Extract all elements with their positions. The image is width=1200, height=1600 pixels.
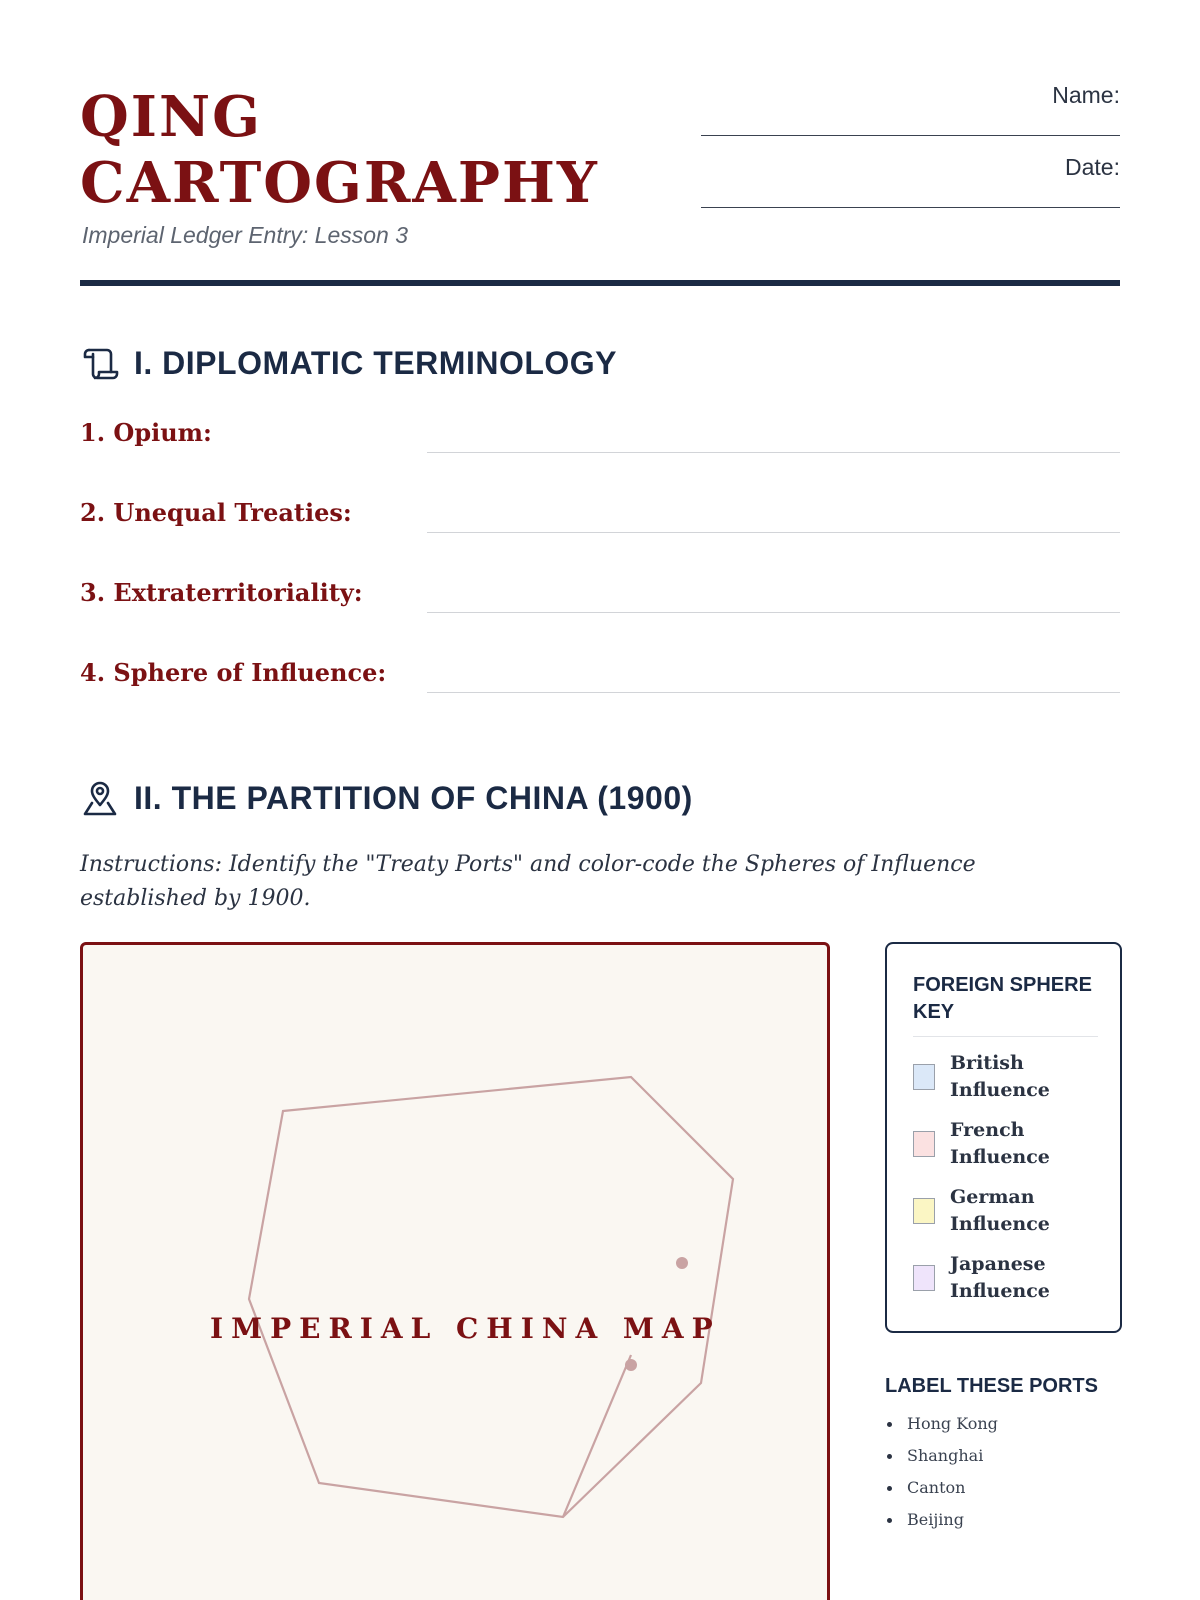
port-name: Canton bbox=[907, 1478, 966, 1497]
china-border-shape bbox=[249, 1077, 733, 1517]
section-1-title: I. DIPLOMATIC TERMINOLOGY bbox=[134, 344, 617, 381]
title-line-2: CARTOGRAPHY bbox=[80, 150, 599, 216]
list-item bbox=[885, 1506, 998, 1538]
legend-label: British Influence bbox=[950, 1052, 1050, 1101]
bullet-icon bbox=[887, 1422, 892, 1427]
british-swatch bbox=[913, 1064, 935, 1090]
page-subtitle: Imperial Ledger Entry: Lesson 3 bbox=[82, 222, 409, 248]
german-swatch bbox=[913, 1198, 935, 1224]
legend-item-french bbox=[913, 1117, 1103, 1173]
term-row bbox=[80, 498, 1120, 558]
term-row bbox=[80, 418, 1120, 478]
section-2-heading bbox=[80, 778, 693, 818]
header-divider bbox=[80, 280, 1120, 286]
bullet-icon bbox=[887, 1518, 892, 1523]
name-label: Name: bbox=[1052, 82, 1120, 108]
term-label: 4. Sphere of Influence: bbox=[80, 658, 387, 687]
legend-label: German Influence bbox=[950, 1186, 1050, 1235]
term-answer-line[interactable] bbox=[427, 692, 1120, 693]
japanese-swatch bbox=[913, 1265, 935, 1291]
term-label: 3. Extraterritoriality: bbox=[80, 578, 363, 607]
port-marker[interactable] bbox=[625, 1359, 637, 1371]
legend-item-japanese bbox=[913, 1251, 1103, 1307]
scroll-icon bbox=[80, 343, 120, 383]
legend-label: French Influence bbox=[950, 1119, 1050, 1168]
coastline-inlet bbox=[563, 1355, 631, 1517]
section-1-heading bbox=[80, 343, 617, 383]
term-answer-line[interactable] bbox=[427, 532, 1120, 533]
map-instructions: Instructions: Identify the "Treaty Ports" and color-code the Spheres of Influence established by 1900. bbox=[80, 852, 976, 911]
port-marker[interactable] bbox=[676, 1257, 688, 1269]
term-row bbox=[80, 658, 1120, 718]
term-row bbox=[80, 578, 1120, 638]
legend-item-british bbox=[913, 1050, 1103, 1106]
date-field[interactable] bbox=[701, 207, 1120, 208]
section-2-title: II. THE PARTITION OF CHINA (1900) bbox=[134, 779, 693, 816]
list-item bbox=[885, 1474, 998, 1506]
legend-item-german bbox=[913, 1184, 1103, 1240]
port-name: Shanghai bbox=[907, 1446, 984, 1465]
name-field[interactable] bbox=[701, 135, 1120, 136]
legend-title: FOREIGN SPHERE KEY bbox=[913, 972, 1098, 1037]
worksheet-page bbox=[80, 0, 1120, 1600]
bullet-icon bbox=[887, 1486, 892, 1491]
ports-list bbox=[885, 1410, 998, 1538]
sphere-legend bbox=[885, 942, 1122, 1333]
list-item bbox=[885, 1442, 998, 1474]
title-line-1: QING bbox=[80, 84, 262, 150]
bullet-icon bbox=[887, 1454, 892, 1459]
map-caption: IMPERIAL CHINA MAP bbox=[210, 1312, 721, 1345]
port-name: Beijing bbox=[907, 1510, 964, 1529]
port-name: Hong Kong bbox=[907, 1414, 998, 1433]
french-swatch bbox=[913, 1131, 935, 1157]
list-item bbox=[885, 1410, 998, 1442]
term-label: 1. Opium: bbox=[80, 418, 212, 447]
china-map-frame[interactable] bbox=[80, 942, 830, 1600]
legend-label: Japanese Influence bbox=[950, 1253, 1050, 1302]
map-pin-icon bbox=[80, 778, 120, 818]
ports-title: LABEL THESE PORTS bbox=[885, 1375, 1098, 1397]
page-title bbox=[80, 84, 680, 216]
term-answer-line[interactable] bbox=[427, 612, 1120, 613]
term-answer-line[interactable] bbox=[427, 452, 1120, 453]
date-label: Date: bbox=[1065, 154, 1120, 180]
term-label: 2. Unequal Treaties: bbox=[80, 498, 352, 527]
china-map-outline bbox=[83, 945, 830, 1600]
